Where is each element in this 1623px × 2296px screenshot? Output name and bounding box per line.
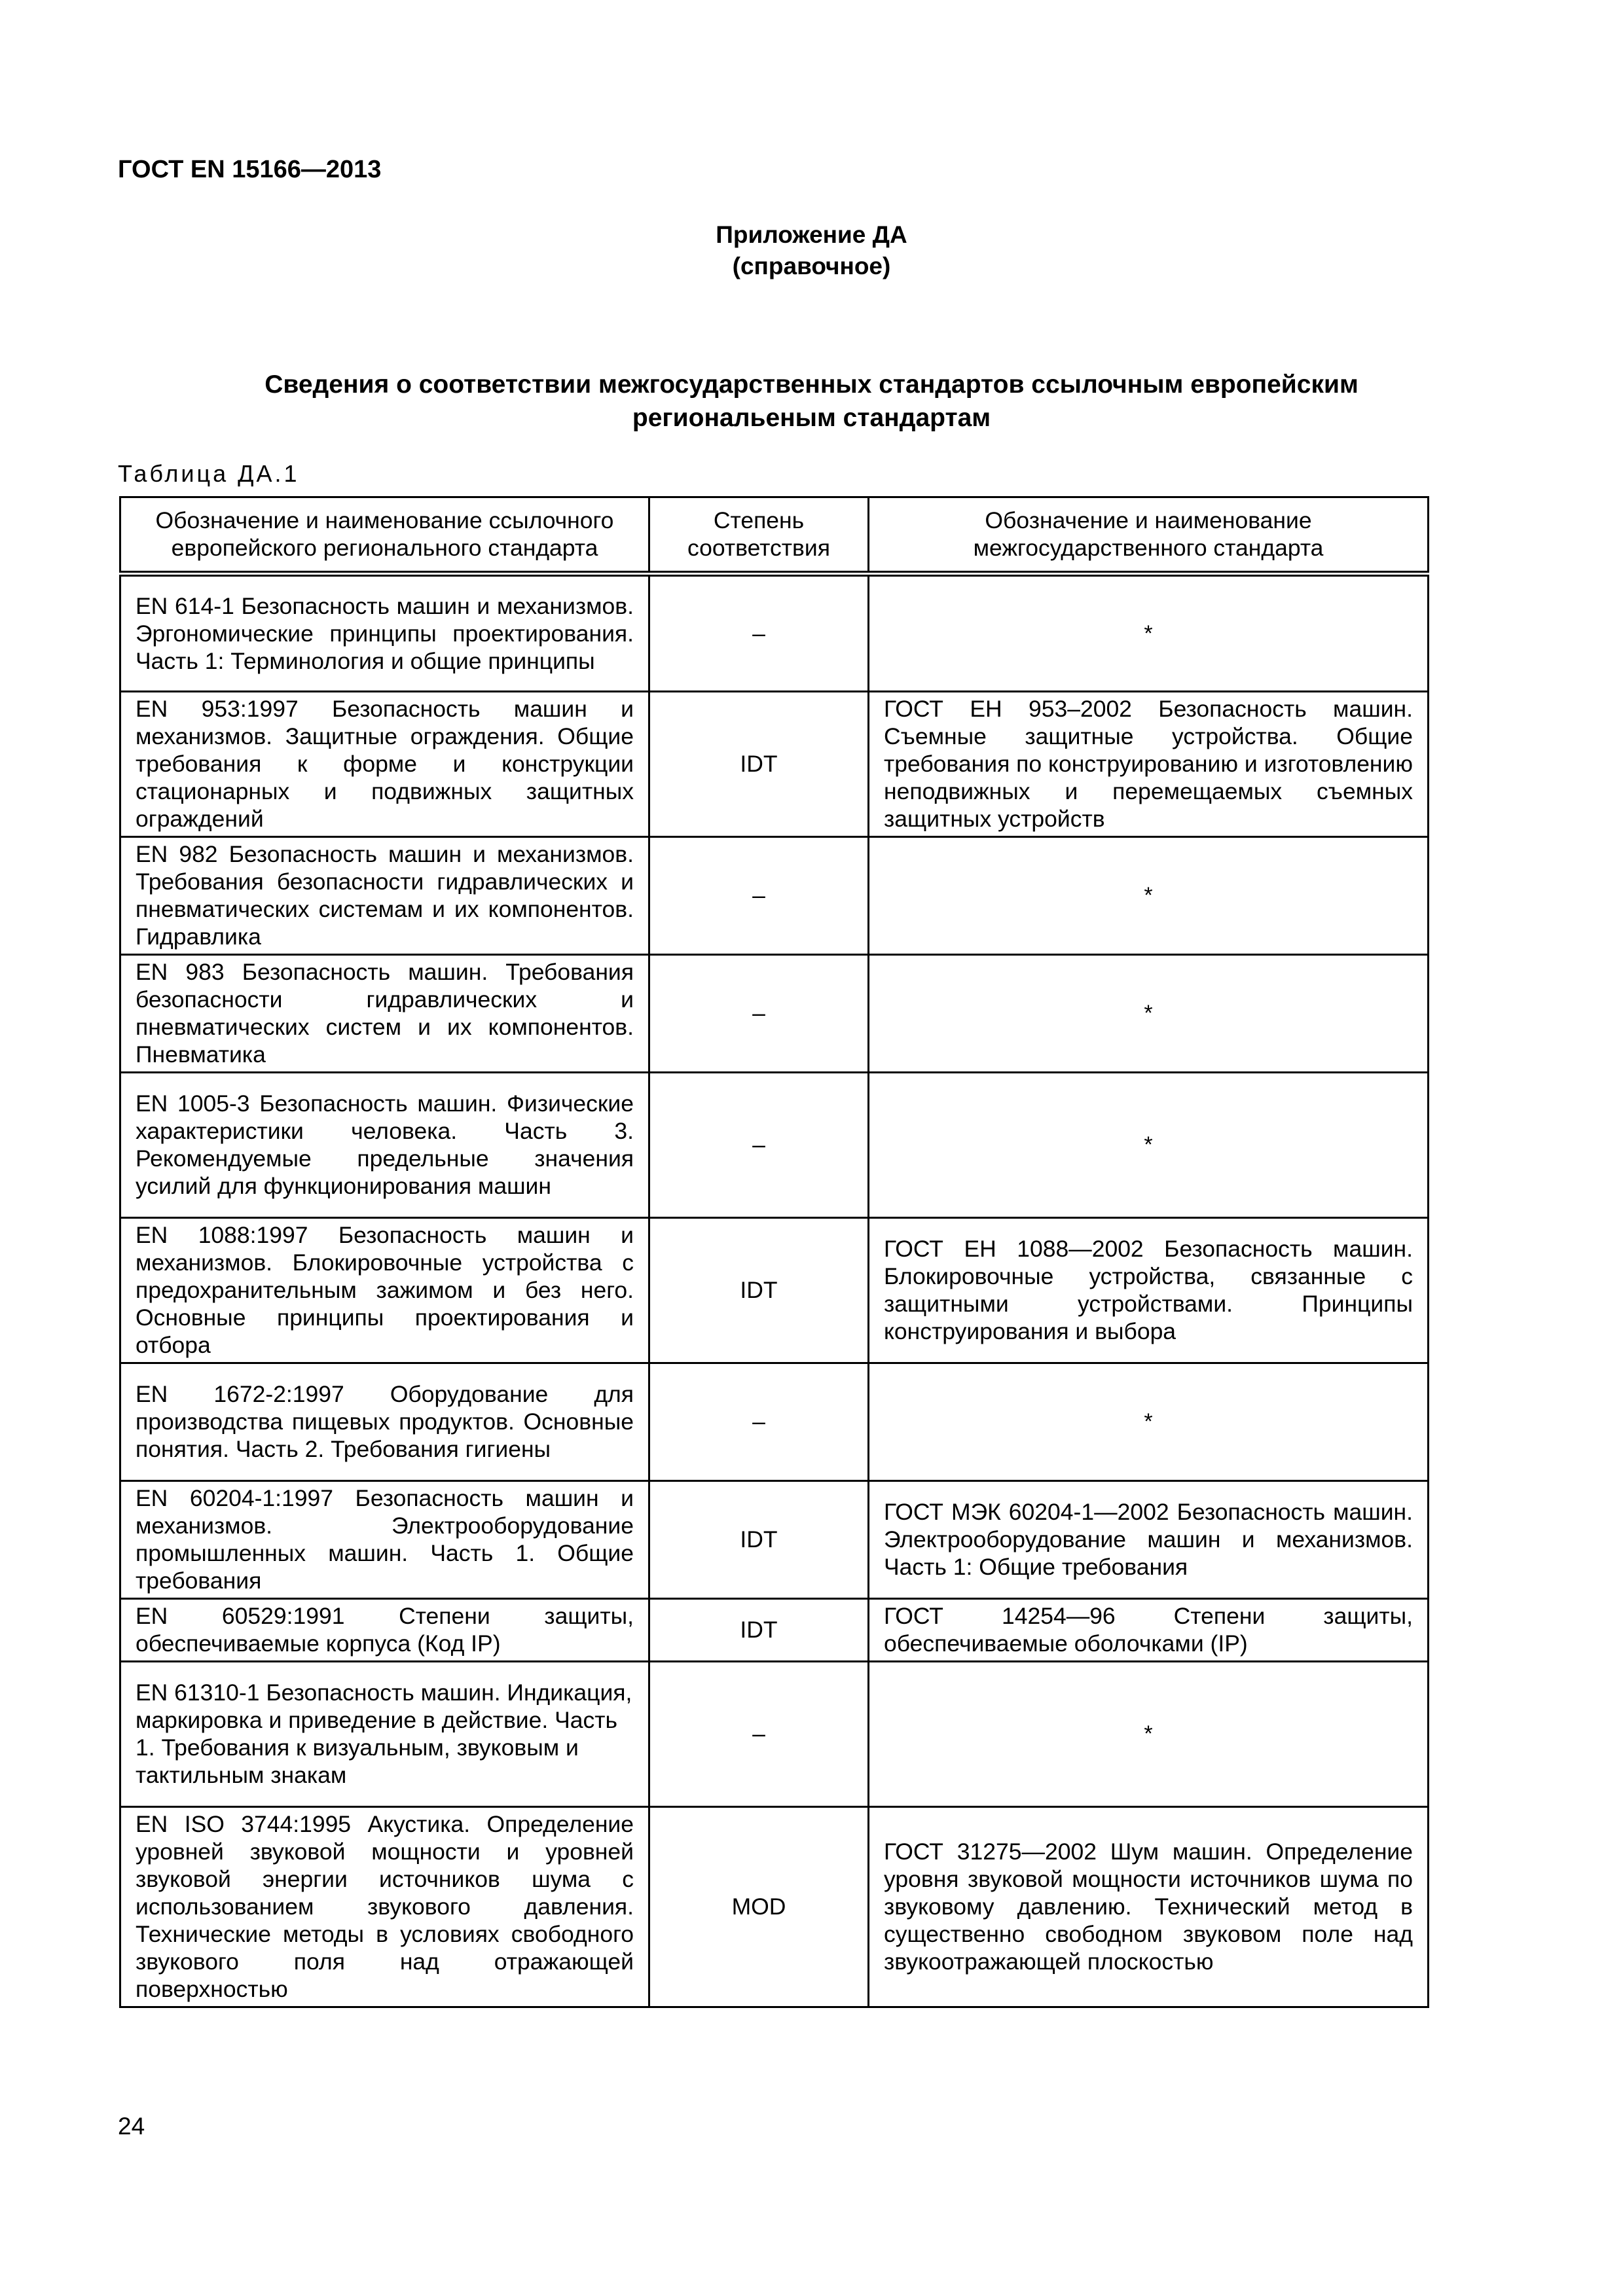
european-standard-cell: EN 1088:1997 Безопасность машин и механизмов. Блокировочные устройства с предохранительным зажимом и без него. Основные принципы проектирования и отбора: [120, 1218, 649, 1363]
european-standard-cell: EN 953:1997 Безопасность машин и механизмов. Защитные ограждения. Общие требования к форме и конструкции стационарных и подвижных защитных ограждений: [120, 692, 649, 837]
column-header-interstate: Обозначение и наименование межгосударственного стандарта: [869, 497, 1429, 574]
table-caption: Таблица ДА.1: [118, 460, 300, 487]
page-number: 24: [118, 2113, 145, 2140]
european-standard-cell: EN 61310-1 Безопасность машин. Индикация, маркировка и приведение в действие. Часть 1. Требования к визуальным, звуковым и тактильным знакам: [120, 1662, 649, 1807]
table-row: [120, 692, 1429, 837]
table-row: [120, 955, 1429, 1073]
european-standard-cell: EN 982 Безопасность машин и механизмов. Требования безопасности гидравлических и пневматических системам и их компонентов. Гидравлика: [120, 837, 649, 955]
degree-cell: MOD: [649, 1807, 869, 2007]
column-header-european: Обозначение и наименование ссылочного европейского регионального стандарта: [120, 497, 649, 574]
table-row: [120, 837, 1429, 955]
degree-cell: IDT: [649, 1218, 869, 1363]
european-standard-cell: EN 1672-2:1997 Оборудование для производства пищевых продуктов. Основные понятия. Часть 2. Требования гигиены: [120, 1363, 649, 1481]
table-header-row: [120, 497, 1429, 574]
degree-cell: IDT: [649, 1481, 869, 1599]
table-row: [120, 1599, 1429, 1662]
degree-cell: –: [649, 1363, 869, 1481]
table-row: [120, 574, 1429, 692]
degree-cell: IDT: [649, 1599, 869, 1662]
degree-cell: –: [649, 1073, 869, 1218]
appendix-title: Приложение ДА: [716, 221, 907, 248]
section-heading: [157, 368, 1466, 435]
degree-cell: –: [649, 955, 869, 1073]
table-row: [120, 1662, 1429, 1807]
degree-cell: –: [649, 1662, 869, 1807]
table-row: [120, 1218, 1429, 1363]
european-standard-cell: EN 983 Безопасность машин. Требования безопасности гидравлических и пневматических систем и их компонентов. Пневматика: [120, 955, 649, 1073]
table-row: [120, 1363, 1429, 1481]
table-row: [120, 1481, 1429, 1599]
column-header-degree: Степень соответствия: [649, 497, 869, 574]
interstate-standard-cell: *: [869, 1662, 1429, 1807]
interstate-standard-cell: *: [869, 1363, 1429, 1481]
section-heading-line2: региональеным стандартам: [632, 404, 991, 432]
degree-cell: IDT: [649, 692, 869, 837]
interstate-standard-cell: ГОСТ МЭК 60204-1—2002 Безопасность машин. Электрооборудование машин и механизмов. Часть 1: Общие требования: [869, 1481, 1429, 1599]
european-standard-cell: EN 60529:1991 Степени защиты, обеспечиваемые корпуса (Код IP): [120, 1599, 649, 1662]
table-row: [120, 1807, 1429, 2007]
european-standard-cell: EN 614-1 Безопасность машин и механизмов. Эргономические принципы проектирования. Часть 1: Терминология и общие принципы: [120, 574, 649, 692]
section-heading-line1: Сведения о соответствии межгосударственных стандартов ссылочным европейским: [264, 370, 1359, 399]
interstate-standard-cell: *: [869, 955, 1429, 1073]
interstate-standard-cell: ГОСТ 14254—96 Степени защиты, обеспечиваемые оболочками (IP): [869, 1599, 1429, 1662]
interstate-standard-cell: ГОСТ 31275—2002 Шум машин. Определение уровня звуковой мощности источников шума по звуковому давлению. Технический метод в существенно свободном звуковом поле над звукоотражающей плоскостью: [869, 1807, 1429, 2007]
degree-cell: –: [649, 574, 869, 692]
european-standard-cell: EN ISO 3744:1995 Акустика. Определение уровней звуковой мощности и уровней звуковой энергии источников шума с использованием звукового давления. Технические методы в условиях свободного звукового поля над отражающей поверхностью: [120, 1807, 649, 2007]
appendix-type: (справочное): [732, 253, 891, 279]
correspondence-table: [119, 496, 1429, 2008]
interstate-standard-cell: *: [869, 1073, 1429, 1218]
document-code: ГОСТ EN 15166—2013: [118, 156, 382, 183]
interstate-standard-cell: *: [869, 837, 1429, 955]
degree-cell: –: [649, 837, 869, 955]
interstate-standard-cell: *: [869, 574, 1429, 692]
table-row: [120, 1073, 1429, 1218]
interstate-standard-cell: ГОСТ ЕН 953–2002 Безопасность машин. Съемные защитные устройства. Общие требования по конструированию и изготовлению неподвижных и перемещаемых съемных защитных устройств: [869, 692, 1429, 837]
appendix-header: [0, 219, 1623, 282]
interstate-standard-cell: ГОСТ ЕН 1088—2002 Безопасность машин. Блокировочные устройства, связанные с защитными устройствами. Принципы конструирования и выбора: [869, 1218, 1429, 1363]
european-standard-cell: EN 60204-1:1997 Безопасность машин и механизмов. Электрооборудование промышленных машин. Часть 1. Общие требования: [120, 1481, 649, 1599]
european-standard-cell: EN 1005-3 Безопасность машин. Физические характеристики человека. Часть 3. Рекомендуемые предельные значения усилий для функционирования машин: [120, 1073, 649, 1218]
